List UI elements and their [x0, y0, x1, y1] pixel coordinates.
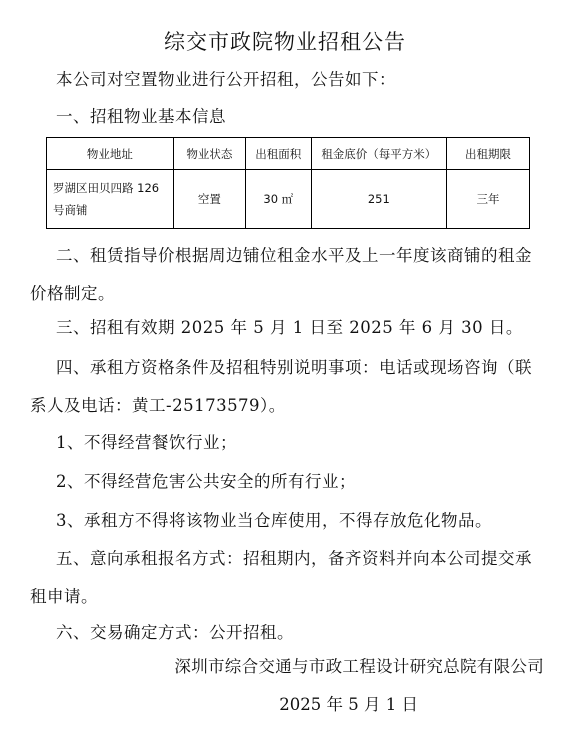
cell-term: 三年 [447, 170, 530, 229]
document-title: 综交市政院物业招租公告 [164, 30, 406, 54]
header-status: 物业状态 [173, 138, 245, 170]
header-price: 租金底价（每平方米） [311, 138, 447, 170]
table-row [47, 170, 530, 229]
issuer-organization: 深圳市综合交通与市政工程设计研究总院有限公司 [174, 657, 544, 676]
property-info-table [46, 137, 530, 229]
section5-paragraph: 五、意向承租报名方式：招租期内，备齐资料并向本公司提交承租申请。 [30, 549, 532, 606]
header-address: 物业地址 [47, 138, 174, 170]
issue-date: 2025 年 5 月 1 日 [279, 695, 418, 714]
section4-paragraph: 四、承租方资格条件及招租特别说明事项：电话或现场咨询（联系人及电话：黄工-25173579）。 [30, 358, 532, 415]
cell-area: 30 ㎡ [246, 170, 312, 229]
header-area: 出租面积 [246, 138, 312, 170]
cell-price: 251 [311, 170, 447, 229]
section6-paragraph: 六、交易确定方式：公开招租。 [56, 623, 294, 642]
header-term: 出租期限 [447, 138, 530, 170]
cell-address: 罗湖区田贝四路 126 号商铺 [47, 170, 174, 229]
list-item: 3、承租方不得将该物业当仓库使用，不得存放危化物品。 [56, 511, 492, 530]
table-header-row [47, 138, 530, 170]
section2-paragraph: 二、租赁指导价根据周边铺位租金水平及上一年度该商铺的租金价格制定。 [30, 246, 532, 303]
list-item: 2、不得经营危害公共安全的所有行业； [56, 472, 356, 491]
list-item: 1、不得经营餐饮行业； [56, 433, 237, 452]
section1-heading: 一、招租物业基本信息 [56, 107, 226, 126]
cell-status: 空置 [173, 170, 245, 229]
intro-paragraph: 本公司对空置物业进行公开招租，公告如下： [56, 70, 396, 89]
section3-paragraph: 三、招租有效期 2025 年 5 月 1 日至 2025 年 6 月 30 日。 [56, 318, 523, 337]
